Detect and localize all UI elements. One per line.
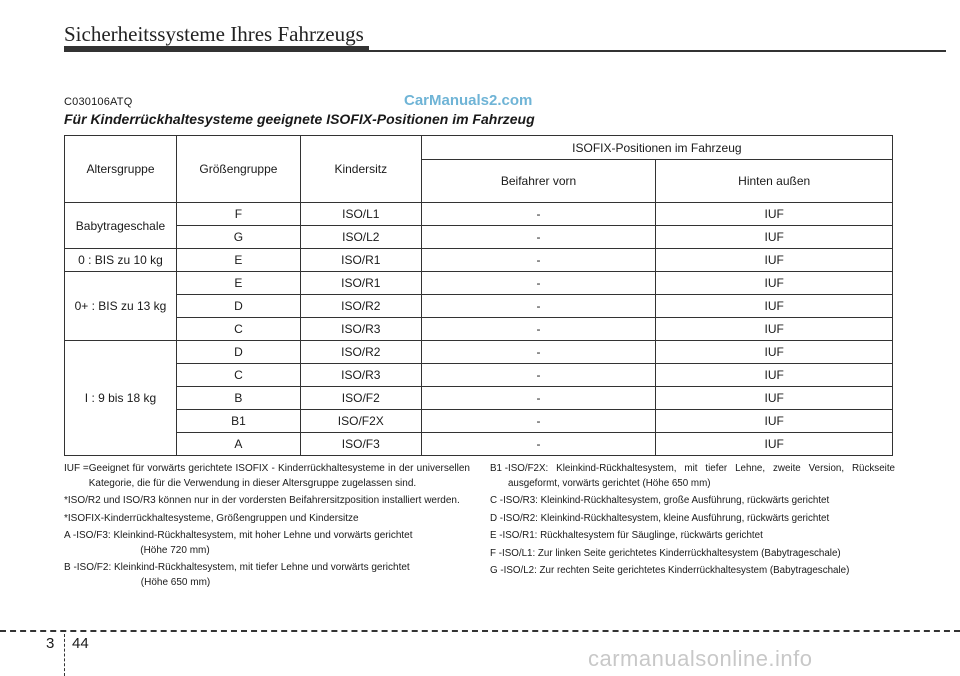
front-passenger-cell: - bbox=[421, 410, 656, 433]
child-seat-cell: ISO/F2X bbox=[300, 410, 421, 433]
size-group-cell: C bbox=[176, 318, 300, 341]
footnote-text-main: Geeignet für vorwärts gerichtete ISOFIX - Kinderrückhaltesysteme in der universellen Kategorie, die für die Verwendung in dieser Altersgruppe zugelassen sind. bbox=[88, 463, 470, 489]
table-row bbox=[65, 295, 893, 318]
footnote-text bbox=[503, 529, 895, 544]
age-group-cell: Babytrageschale bbox=[65, 203, 177, 249]
footnote-key: * bbox=[64, 495, 68, 506]
header-front-passenger: Beifahrer vorn bbox=[421, 160, 656, 203]
front-passenger-cell: - bbox=[421, 318, 656, 341]
child-seat-cell: ISO/R3 bbox=[300, 364, 421, 387]
watermark-top[interactable]: CarManuals2.com bbox=[404, 92, 533, 109]
footnote-text-main: ISO/R2 und ISO/R3 können nur in der vordersten Beifahrersitzposition installiert werden. bbox=[67, 495, 460, 506]
front-passenger-cell: - bbox=[421, 226, 656, 249]
table-row bbox=[65, 203, 893, 226]
footnote-text-main: ISO/R3: Kleinkind-Rückhaltesystem, große Ausführung, rückwärts gerichtet bbox=[503, 495, 830, 506]
footnote-key: G - bbox=[490, 565, 504, 576]
footnote-text bbox=[77, 561, 470, 590]
rear-outer-cell: IUF bbox=[656, 341, 893, 364]
footnote-key: A - bbox=[64, 530, 77, 541]
front-passenger-cell: - bbox=[421, 341, 656, 364]
child-seat-cell: ISO/R2 bbox=[300, 341, 421, 364]
child-seat-cell: ISO/R1 bbox=[300, 272, 421, 295]
footnote-text bbox=[503, 512, 895, 527]
size-group-cell: G bbox=[176, 226, 300, 249]
document-code: C030106ATQ bbox=[64, 96, 133, 108]
footnote-text-main: ISO/L2: Zur rechten Seite gerichtetes Kinderrückhaltesystem (Babytrageschale) bbox=[503, 565, 850, 576]
footnote bbox=[64, 462, 470, 491]
footnote-text bbox=[76, 529, 470, 558]
footnote-text bbox=[508, 462, 895, 491]
rear-outer-cell: IUF bbox=[656, 433, 893, 456]
footnote-text-main: ISO/R1: Rückhaltesystem für Säuglinge, rückwärts gerichtet bbox=[502, 530, 763, 541]
rear-outer-cell: IUF bbox=[656, 249, 893, 272]
footnote-text bbox=[503, 494, 895, 509]
header-child-seat: Kindersitz bbox=[300, 136, 421, 203]
table-row bbox=[65, 341, 893, 364]
footnote-subtext: (Höhe 650 mm) bbox=[140, 576, 211, 588]
table-body bbox=[65, 203, 893, 456]
rear-outer-cell: IUF bbox=[656, 226, 893, 249]
size-group-cell: F bbox=[176, 203, 300, 226]
table-row bbox=[65, 410, 893, 433]
footnote bbox=[490, 564, 895, 579]
header-isofix-positions: ISOFIX-Positionen im Fahrzeug bbox=[421, 136, 892, 160]
size-group-cell: A bbox=[176, 433, 300, 456]
child-seat-cell: ISO/F3 bbox=[300, 433, 421, 456]
footnote-text-main: ISO/F2: Kleinkind-Rückhaltesystem, mit tiefer Lehne und vorwärts gerichtet bbox=[76, 562, 410, 573]
footnote-text bbox=[68, 512, 470, 527]
table-row bbox=[65, 318, 893, 341]
table-row bbox=[65, 387, 893, 410]
page-number-separator bbox=[64, 634, 65, 676]
chapter-number: 3 bbox=[46, 635, 55, 652]
notes-left bbox=[64, 462, 470, 593]
header-rear-outer: Hinten außen bbox=[656, 160, 893, 203]
size-group-cell: E bbox=[176, 272, 300, 295]
size-group-cell: E bbox=[176, 249, 300, 272]
size-group-cell: D bbox=[176, 341, 300, 364]
footnote-key: E - bbox=[490, 530, 503, 541]
footnote bbox=[490, 494, 895, 509]
front-passenger-cell: - bbox=[421, 272, 656, 295]
footnote-key: B1 - bbox=[490, 463, 508, 474]
table-row bbox=[65, 226, 893, 249]
child-seat-cell: ISO/R3 bbox=[300, 318, 421, 341]
front-passenger-cell: - bbox=[421, 364, 656, 387]
header-rule bbox=[64, 50, 946, 52]
size-group-cell: C bbox=[176, 364, 300, 387]
footnote-text bbox=[89, 462, 470, 491]
rear-outer-cell: IUF bbox=[656, 387, 893, 410]
footnote-text-main: ISO/R2: Kleinkind-Rückhaltesystem, kleine Ausführung, rückwärts gerichtet bbox=[503, 512, 830, 524]
footnote bbox=[64, 494, 470, 509]
size-group-cell: B bbox=[176, 387, 300, 410]
age-group-cell: 0+ : BIS zu 13 kg bbox=[65, 272, 177, 341]
footnote bbox=[64, 529, 470, 558]
watermark-bottom[interactable]: carmanualsonline.info bbox=[588, 646, 813, 671]
footnote-text bbox=[502, 547, 895, 562]
table-row bbox=[65, 249, 893, 272]
rear-outer-cell: IUF bbox=[656, 318, 893, 341]
child-seat-cell: ISO/F2 bbox=[300, 387, 421, 410]
footnote bbox=[490, 462, 895, 491]
footnote-text-main: ISO/F2X: Kleinkind-Rückhaltesystem, mit tiefer Lehne, zweite Version, Rückseite ausgeformt, vorwärts gerichtet (Höhe 650 mm) bbox=[507, 463, 895, 489]
front-passenger-cell: - bbox=[421, 387, 656, 410]
footnote-key: * bbox=[64, 512, 68, 524]
page-header-title: Sicherheitssysteme Ihres Fahrzeugs bbox=[64, 22, 364, 46]
footnote-key: D - bbox=[490, 512, 504, 524]
age-group-cell: 0 : BIS zu 10 kg bbox=[65, 249, 177, 272]
front-passenger-cell: - bbox=[421, 249, 656, 272]
footnote bbox=[64, 512, 470, 527]
front-passenger-cell: - bbox=[421, 295, 656, 318]
footnote-subtext: (Höhe 720 mm) bbox=[140, 544, 210, 556]
size-group-cell: D bbox=[176, 295, 300, 318]
footnote-text-main: ISOFIX-Kinderrückhaltesysteme, Größengruppen und Kindersitze bbox=[67, 512, 359, 524]
footer-rule bbox=[0, 630, 960, 632]
table-row bbox=[65, 433, 893, 456]
table-row bbox=[65, 272, 893, 295]
footnote-text bbox=[68, 494, 470, 509]
size-group-cell: B1 bbox=[176, 410, 300, 433]
front-passenger-cell: - bbox=[421, 433, 656, 456]
footnote-text-main: ISO/L1: Zur linken Seite gerichtetes Kinderrückhaltesystem (Babytrageschale) bbox=[501, 547, 841, 559]
rear-outer-cell: IUF bbox=[656, 203, 893, 226]
rear-outer-cell: IUF bbox=[656, 295, 893, 318]
footnote-key: IUF = bbox=[64, 463, 89, 474]
rear-outer-cell: IUF bbox=[656, 272, 893, 295]
header-age-group: Altersgruppe bbox=[65, 136, 177, 203]
footnote-key: B - bbox=[64, 562, 77, 573]
footnote bbox=[490, 547, 895, 562]
notes-right bbox=[490, 462, 895, 582]
footnote bbox=[490, 529, 895, 544]
child-seat-cell: ISO/R2 bbox=[300, 295, 421, 318]
table-row bbox=[65, 364, 893, 387]
child-seat-cell: ISO/L2 bbox=[300, 226, 421, 249]
section-heading: Für Kinderrückhaltesysteme geeignete ISOFIX-Positionen im Fahrzeug bbox=[64, 111, 535, 127]
child-seat-cell: ISO/L1 bbox=[300, 203, 421, 226]
front-passenger-cell: - bbox=[421, 203, 656, 226]
rear-outer-cell: IUF bbox=[656, 410, 893, 433]
isofix-table bbox=[64, 135, 893, 456]
footnote-key: F - bbox=[490, 547, 502, 559]
footnote bbox=[64, 561, 470, 590]
child-seat-cell: ISO/R1 bbox=[300, 249, 421, 272]
age-group-cell: I : 9 bis 18 kg bbox=[65, 341, 177, 456]
header-size-group: Größengruppe bbox=[176, 136, 300, 203]
footnote-text-main: ISO/F3: Kleinkind-Rückhaltesystem, mit hoher Lehne und vorwärts gerichtet bbox=[76, 530, 413, 541]
page-number: 44 bbox=[72, 635, 89, 652]
rear-outer-cell: IUF bbox=[656, 364, 893, 387]
footnote bbox=[490, 512, 895, 527]
footnote-text bbox=[504, 564, 895, 579]
footnote-key: C - bbox=[490, 495, 504, 506]
